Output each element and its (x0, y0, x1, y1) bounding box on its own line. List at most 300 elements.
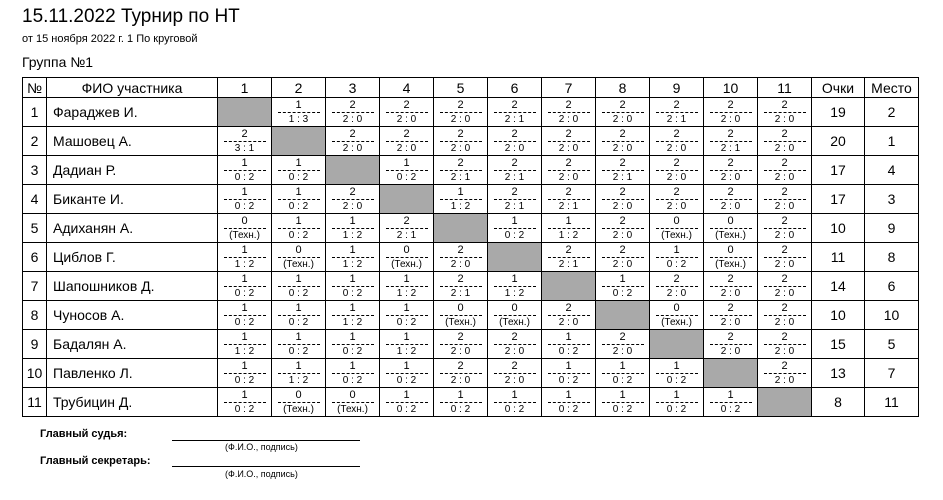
match-cell (596, 243, 650, 272)
match-cell (434, 98, 488, 127)
match-cell (218, 330, 272, 359)
match-score: 2 : 0 (774, 317, 795, 328)
match-cell (596, 388, 650, 417)
match-cell (218, 272, 272, 301)
match-points: 1 (278, 215, 320, 229)
match-points: 1 (548, 389, 590, 403)
match-score: 2 : 0 (720, 288, 741, 299)
match-points: 0 (656, 215, 698, 229)
match-points: 2 (440, 128, 482, 142)
match-score: 1 : 2 (450, 201, 471, 212)
match-score: 0 : 2 (558, 375, 579, 386)
match-cell (326, 185, 380, 214)
place: 4 (865, 156, 919, 185)
match-cell (596, 98, 650, 127)
match-cell (542, 388, 596, 417)
place: 2 (865, 98, 919, 127)
match-cell (434, 127, 488, 156)
match-cell (380, 214, 434, 243)
match-score: 1 : 2 (234, 346, 255, 357)
match-score: 2 : 1 (450, 288, 471, 299)
match-points: 2 (764, 331, 806, 345)
total-points: 15 (812, 330, 865, 359)
match-points: 1 (278, 99, 320, 113)
match-score: 2 : 0 (342, 114, 363, 125)
match-points: 1 (386, 360, 428, 374)
match-points: 1 (494, 273, 536, 287)
self-cell (218, 98, 272, 127)
match-score: 2 : 1 (558, 201, 579, 212)
place: 9 (865, 214, 919, 243)
match-points: 1 (224, 244, 266, 258)
match-score: 0 : 2 (504, 404, 525, 415)
self-cell (650, 330, 704, 359)
match-score: 0 : 2 (288, 346, 309, 357)
total-points: 19 (812, 98, 865, 127)
match-cell (650, 98, 704, 127)
match-score: 2 : 0 (558, 317, 579, 328)
match-cell (488, 330, 542, 359)
match-score: 0 : 2 (612, 404, 633, 415)
match-score: 0 : 2 (720, 404, 741, 415)
header-col-8: 8 (596, 78, 650, 98)
match-score: (Техн.) (661, 230, 692, 241)
match-points: 2 (548, 302, 590, 316)
match-cell (218, 156, 272, 185)
match-points: 0 (332, 389, 374, 403)
match-score: 3 : 1 (234, 143, 255, 154)
match-score: 2 : 1 (504, 201, 525, 212)
match-cell (596, 156, 650, 185)
match-score: (Техн.) (283, 404, 314, 415)
match-score: 2 : 0 (450, 114, 471, 125)
self-cell (758, 388, 812, 417)
row-number: 9 (23, 330, 47, 359)
match-points: 1 (656, 389, 698, 403)
match-points: 0 (710, 244, 752, 258)
match-score: 0 : 2 (504, 230, 525, 241)
total-points: 10 (812, 214, 865, 243)
match-score: 2 : 0 (774, 143, 795, 154)
match-score: 0 : 2 (666, 375, 687, 386)
match-points: 2 (710, 302, 752, 316)
place: 5 (865, 330, 919, 359)
match-points: 2 (440, 99, 482, 113)
match-score: (Техн.) (445, 317, 476, 328)
header-col-6: 6 (488, 78, 542, 98)
match-score: 0 : 2 (612, 375, 633, 386)
match-cell (596, 185, 650, 214)
match-points: 2 (548, 244, 590, 258)
participant-name: Чуносов А. (47, 301, 218, 330)
match-score: 2 : 0 (558, 143, 579, 154)
match-cell (218, 388, 272, 417)
match-points: 2 (602, 244, 644, 258)
match-cell (380, 359, 434, 388)
match-cell (272, 243, 326, 272)
row-number: 1 (23, 98, 47, 127)
match-points: 2 (764, 244, 806, 258)
match-cell (596, 214, 650, 243)
total-points: 17 (812, 185, 865, 214)
match-points: 2 (764, 186, 806, 200)
participant-name: Адиханян А. (47, 214, 218, 243)
match-points: 1 (224, 389, 266, 403)
row-number: 11 (23, 388, 47, 417)
match-points: 2 (548, 99, 590, 113)
header-col-10: 10 (704, 78, 758, 98)
match-points: 2 (764, 302, 806, 316)
match-points: 2 (764, 99, 806, 113)
match-score: 2 : 1 (396, 230, 417, 241)
match-cell (326, 330, 380, 359)
match-cell (542, 301, 596, 330)
match-score: (Техн.) (391, 259, 422, 270)
match-score: 0 : 2 (234, 201, 255, 212)
match-cell (272, 388, 326, 417)
match-score: 2 : 1 (666, 114, 687, 125)
match-points: 2 (440, 360, 482, 374)
self-cell (434, 214, 488, 243)
match-score: 0 : 2 (396, 404, 417, 415)
match-points: 2 (494, 186, 536, 200)
match-cell (434, 185, 488, 214)
match-score: 2 : 0 (450, 143, 471, 154)
match-score: (Техн.) (229, 230, 260, 241)
match-cell (326, 359, 380, 388)
match-score: 2 : 0 (504, 143, 525, 154)
match-score: 2 : 0 (666, 201, 687, 212)
match-cell (218, 127, 272, 156)
match-score: 2 : 0 (612, 201, 633, 212)
row-number: 4 (23, 185, 47, 214)
match-points: 1 (656, 244, 698, 258)
match-score: 1 : 2 (234, 259, 255, 270)
match-score: 2 : 0 (774, 230, 795, 241)
match-cell (704, 330, 758, 359)
match-score: 0 : 2 (450, 404, 471, 415)
match-points: 1 (332, 302, 374, 316)
match-score: 2 : 1 (720, 143, 741, 154)
match-score: 2 : 0 (666, 172, 687, 183)
document-title: 15.11.2022 Турнир по НТ (22, 6, 240, 27)
match-score: 2 : 0 (612, 259, 633, 270)
table-row (23, 127, 919, 156)
match-points: 2 (332, 186, 374, 200)
participant-name: Трубицин Д. (47, 388, 218, 417)
match-score: 2 : 0 (342, 143, 363, 154)
match-points: 1 (278, 186, 320, 200)
match-points: 2 (764, 157, 806, 171)
participant-name: Бадалян А. (47, 330, 218, 359)
match-score: 2 : 0 (450, 259, 471, 270)
match-cell (596, 330, 650, 359)
match-cell (326, 98, 380, 127)
match-points: 2 (386, 215, 428, 229)
match-points: 1 (602, 273, 644, 287)
match-score: 0 : 2 (288, 317, 309, 328)
match-points: 2 (602, 331, 644, 345)
match-cell (596, 359, 650, 388)
self-cell (272, 127, 326, 156)
match-points: 1 (548, 360, 590, 374)
table-row (23, 185, 919, 214)
match-points: 1 (602, 389, 644, 403)
match-points: 2 (656, 128, 698, 142)
match-cell (596, 127, 650, 156)
match-score: 1 : 2 (396, 288, 417, 299)
secretary-hint: (Ф.И.О., подпись) (225, 469, 298, 479)
participant-name: Биканте И. (47, 185, 218, 214)
match-score: 2 : 0 (720, 201, 741, 212)
match-score: 0 : 2 (234, 172, 255, 183)
table-row (23, 98, 919, 127)
match-score: 0 : 2 (234, 375, 255, 386)
match-points: 1 (278, 157, 320, 171)
match-score: 1 : 2 (342, 259, 363, 270)
match-points: 2 (710, 186, 752, 200)
results-body (23, 98, 919, 417)
match-cell (380, 156, 434, 185)
match-score: 0 : 2 (234, 404, 255, 415)
match-score: 2 : 1 (612, 172, 633, 183)
match-score: 2 : 0 (396, 114, 417, 125)
match-cell (488, 301, 542, 330)
match-points: 1 (224, 157, 266, 171)
match-score: 2 : 0 (612, 346, 633, 357)
match-cell (434, 272, 488, 301)
match-cell (434, 243, 488, 272)
match-points: 1 (278, 360, 320, 374)
self-cell (704, 359, 758, 388)
match-score: 1 : 2 (342, 230, 363, 241)
match-score: (Техн.) (661, 317, 692, 328)
match-score: 2 : 0 (774, 375, 795, 386)
self-cell (488, 243, 542, 272)
match-score: 0 : 2 (396, 317, 417, 328)
match-score: 2 : 0 (612, 230, 633, 241)
match-score: 2 : 0 (504, 375, 525, 386)
match-score: (Техн.) (499, 317, 530, 328)
match-points: 2 (602, 128, 644, 142)
match-cell (380, 330, 434, 359)
match-score: (Техн.) (715, 259, 746, 270)
match-cell (758, 243, 812, 272)
match-points: 2 (656, 157, 698, 171)
match-points: 2 (386, 99, 428, 113)
match-cell (758, 98, 812, 127)
place: 10 (865, 301, 919, 330)
match-points: 2 (494, 331, 536, 345)
match-points: 2 (440, 331, 482, 345)
row-number: 3 (23, 156, 47, 185)
header-place: Место (865, 78, 919, 98)
match-cell (542, 214, 596, 243)
match-score: 2 : 0 (666, 288, 687, 299)
secretary-signature-line (172, 466, 360, 467)
match-score: 2 : 0 (666, 143, 687, 154)
secretary-label: Главный секретарь: (40, 455, 151, 467)
match-points: 1 (332, 273, 374, 287)
match-points: 1 (332, 360, 374, 374)
match-cell (326, 127, 380, 156)
header-name: ФИО участника (47, 78, 218, 98)
judge-hint: (Ф.И.О., подпись) (225, 442, 298, 452)
match-score: 2 : 0 (774, 172, 795, 183)
match-cell (488, 185, 542, 214)
match-score: (Техн.) (715, 230, 746, 241)
table-row (23, 330, 919, 359)
participant-name: Циблов Г. (47, 243, 218, 272)
match-score: 2 : 0 (450, 346, 471, 357)
match-cell (488, 127, 542, 156)
match-score: 2 : 0 (612, 143, 633, 154)
row-number: 5 (23, 214, 47, 243)
match-score: 2 : 0 (504, 346, 525, 357)
match-score: 1 : 2 (558, 230, 579, 241)
match-cell (704, 156, 758, 185)
match-points: 0 (386, 244, 428, 258)
match-cell (704, 243, 758, 272)
total-points: 17 (812, 156, 865, 185)
match-cell (650, 301, 704, 330)
group-title: Группа №1 (22, 54, 94, 70)
match-cell (704, 127, 758, 156)
match-cell (488, 214, 542, 243)
match-points: 2 (656, 273, 698, 287)
row-number: 10 (23, 359, 47, 388)
header-col-4: 4 (380, 78, 434, 98)
match-points: 1 (278, 273, 320, 287)
match-points: 2 (548, 157, 590, 171)
match-cell (650, 185, 704, 214)
match-points: 0 (440, 302, 482, 316)
match-points: 2 (764, 360, 806, 374)
match-cell (488, 98, 542, 127)
match-cell (434, 330, 488, 359)
match-points: 2 (494, 99, 536, 113)
match-points: 1 (224, 302, 266, 316)
match-points: 0 (710, 215, 752, 229)
match-points: 2 (710, 331, 752, 345)
row-number: 7 (23, 272, 47, 301)
match-cell (758, 156, 812, 185)
match-score: 2 : 0 (774, 201, 795, 212)
match-score: 2 : 1 (504, 172, 525, 183)
match-points: 2 (710, 273, 752, 287)
match-cell (488, 156, 542, 185)
match-score: 2 : 1 (450, 172, 471, 183)
document-subtitle: от 15 ноября 2022 г. 1 По круговой (22, 33, 198, 45)
header-col-5: 5 (434, 78, 488, 98)
match-points: 1 (224, 360, 266, 374)
match-score: 2 : 0 (342, 201, 363, 212)
participant-name: Машовец А. (47, 127, 218, 156)
match-points: 0 (494, 302, 536, 316)
match-points: 2 (548, 128, 590, 142)
match-points: 1 (494, 215, 536, 229)
header-row (23, 78, 919, 98)
match-cell (218, 359, 272, 388)
match-cell (380, 98, 434, 127)
match-cell (380, 243, 434, 272)
judge-signature-line (172, 440, 360, 441)
match-score: 2 : 0 (558, 114, 579, 125)
row-number: 6 (23, 243, 47, 272)
match-score: 2 : 0 (774, 114, 795, 125)
match-points: 1 (386, 389, 428, 403)
match-points: 1 (440, 389, 482, 403)
match-score: 2 : 1 (504, 114, 525, 125)
match-cell (488, 272, 542, 301)
match-score: 2 : 0 (774, 288, 795, 299)
match-points: 2 (710, 99, 752, 113)
self-cell (596, 301, 650, 330)
match-points: 2 (602, 157, 644, 171)
match-points: 2 (440, 157, 482, 171)
match-cell (434, 301, 488, 330)
match-cell (596, 272, 650, 301)
match-score: 0 : 2 (396, 172, 417, 183)
match-score: 2 : 0 (558, 172, 579, 183)
match-points: 2 (764, 215, 806, 229)
match-points: 2 (602, 186, 644, 200)
match-score: 0 : 2 (558, 346, 579, 357)
table-row (23, 301, 919, 330)
row-number: 2 (23, 127, 47, 156)
match-cell (758, 214, 812, 243)
match-points: 1 (278, 302, 320, 316)
header-col-11: 11 (758, 78, 812, 98)
match-points: 1 (548, 331, 590, 345)
match-score: 0 : 2 (666, 404, 687, 415)
match-points: 1 (386, 273, 428, 287)
match-points: 2 (494, 157, 536, 171)
total-points: 10 (812, 301, 865, 330)
match-cell (542, 156, 596, 185)
match-points: 1 (332, 331, 374, 345)
self-cell (542, 272, 596, 301)
total-points: 13 (812, 359, 865, 388)
table-row (23, 243, 919, 272)
place: 7 (865, 359, 919, 388)
match-cell (326, 272, 380, 301)
match-cell (272, 98, 326, 127)
total-points: 20 (812, 127, 865, 156)
match-cell (758, 185, 812, 214)
match-cell (542, 359, 596, 388)
participant-name: Фараджев И. (47, 98, 218, 127)
match-cell (326, 301, 380, 330)
match-cell (488, 388, 542, 417)
match-cell (704, 214, 758, 243)
match-points: 2 (386, 128, 428, 142)
match-score: 1 : 3 (288, 114, 309, 125)
total-points: 8 (812, 388, 865, 417)
match-score: 0 : 2 (288, 230, 309, 241)
match-cell (704, 185, 758, 214)
match-points: 2 (332, 99, 374, 113)
match-points: 1 (440, 186, 482, 200)
match-cell (380, 272, 434, 301)
self-cell (326, 156, 380, 185)
self-cell (380, 185, 434, 214)
match-points: 0 (278, 389, 320, 403)
match-points: 1 (494, 389, 536, 403)
match-score: 0 : 2 (288, 201, 309, 212)
match-points: 2 (764, 128, 806, 142)
match-points: 2 (602, 215, 644, 229)
